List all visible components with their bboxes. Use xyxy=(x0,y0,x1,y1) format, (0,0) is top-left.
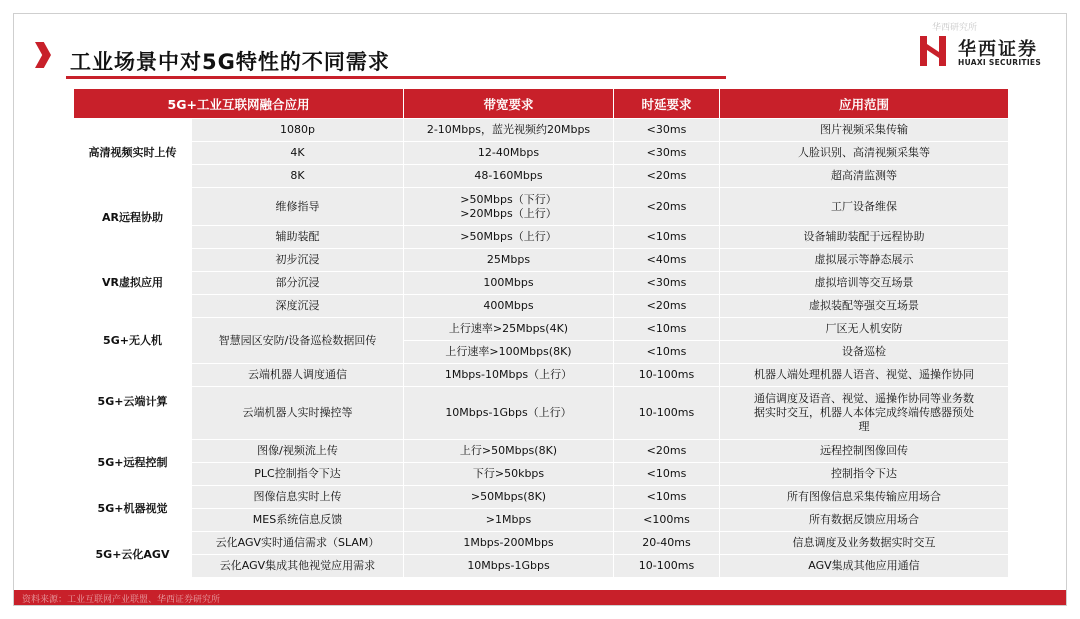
latency-cell: <10ms xyxy=(614,318,720,341)
latency-cell: <100ms xyxy=(614,509,720,532)
table-row xyxy=(74,440,1009,463)
table-row xyxy=(74,142,1009,165)
category-cell: 5G+机器视觉 xyxy=(74,486,192,532)
scope-cell: 所有图像信息采集传输应用场合 xyxy=(720,486,1009,509)
sub-cell: MES系统信息反馈 xyxy=(192,509,404,532)
sub-cell: 辅助装配 xyxy=(192,226,404,249)
table-row xyxy=(74,318,1009,341)
table-row xyxy=(74,295,1009,318)
category-cell: 高清视频实时上传 xyxy=(74,119,192,188)
table-row xyxy=(74,165,1009,188)
table-row xyxy=(74,463,1009,486)
bandwidth-cell: 48-160Mbps xyxy=(404,165,614,188)
bandwidth-cell: >50Mbps(8K) xyxy=(404,486,614,509)
scope-cell: 通信调度及语音、视觉、遥操作协同等业务数 据实时交互，机器人本体完成终端传感器预处 理 xyxy=(720,387,1009,440)
bandwidth-cell: 1Mbps-10Mbps（上行） xyxy=(404,364,614,387)
category-cell: 5G+远程控制 xyxy=(74,440,192,486)
bandwidth-cell: >1Mbps xyxy=(404,509,614,532)
title-underline xyxy=(66,76,726,79)
sub-cell: 维修指导 xyxy=(192,188,404,226)
scope-cell: 设备巡检 xyxy=(720,341,1009,364)
sub-cell: 云化AGV集成其他视觉应用需求 xyxy=(192,555,404,578)
category-cell: 5G+云化AGV xyxy=(74,532,192,578)
bandwidth-cell: 上行速率>25Mbps(4K) xyxy=(404,318,614,341)
latency-cell: <40ms xyxy=(614,249,720,272)
table-row xyxy=(74,555,1009,578)
table-row xyxy=(74,387,1009,440)
corner-faint-text: 华西研究所 xyxy=(932,23,978,33)
bandwidth-cell: 1Mbps-200Mbps xyxy=(404,532,614,555)
scope-cell: AGV集成其他应用通信 xyxy=(720,555,1009,578)
latency-cell: 10-100ms xyxy=(614,555,720,578)
latency-cell: <30ms xyxy=(614,272,720,295)
scope-cell: 机器人端处理机器人语音、视觉、遥操作协同 xyxy=(720,364,1009,387)
sub-cell: PLC控制指令下达 xyxy=(192,463,404,486)
latency-cell: <10ms xyxy=(614,226,720,249)
table-row xyxy=(74,486,1009,509)
sub-cell: 1080p xyxy=(192,119,404,142)
latency-cell: 10-100ms xyxy=(614,387,720,440)
latency-cell: 20-40ms xyxy=(614,532,720,555)
bandwidth-cell: 100Mbps xyxy=(404,272,614,295)
table-row xyxy=(74,119,1009,142)
bandwidth-cell: 12-40Mbps xyxy=(404,142,614,165)
bandwidth-cell: 10Mbps-1Gbps xyxy=(404,555,614,578)
table-row xyxy=(74,249,1009,272)
scope-cell: 人脸识别、高清视频采集等 xyxy=(720,142,1009,165)
latency-cell: <20ms xyxy=(614,188,720,226)
table-header-row xyxy=(74,89,1009,119)
sub-cell: 云端机器人实时操控等 xyxy=(192,387,404,440)
bandwidth-cell: 400Mbps xyxy=(404,295,614,318)
table-row xyxy=(74,532,1009,555)
sub-cell: 图像信息实时上传 xyxy=(192,486,404,509)
sub-cell: 图像/视频流上传 xyxy=(192,440,404,463)
sub-cell: 部分沉浸 xyxy=(192,272,404,295)
scope-cell: 信息调度及业务数据实时交互 xyxy=(720,532,1009,555)
bandwidth-cell: 25Mbps xyxy=(404,249,614,272)
bandwidth-cell: 10Mbps-1Gbps（上行） xyxy=(404,387,614,440)
table-row xyxy=(74,509,1009,532)
sub-cell: 4K xyxy=(192,142,404,165)
bandwidth-cell: >50Mbps（下行） >20Mbps（上行） xyxy=(404,188,614,226)
latency-cell: <30ms xyxy=(614,142,720,165)
latency-cell: <30ms xyxy=(614,119,720,142)
column-header: 5G+工业互联网融合应用 xyxy=(74,89,404,119)
scope-cell: 厂区无人机安防 xyxy=(720,318,1009,341)
bandwidth-cell: 上行>50Mbps(8K) xyxy=(404,440,614,463)
sub-cell: 云化AGV实时通信需求（SLAM） xyxy=(192,532,404,555)
scope-cell: 虚拟装配等强交互场景 xyxy=(720,295,1009,318)
source-note: 资料来源：工业互联网产业联盟、华西证券研究所 xyxy=(22,595,221,605)
sub-cell: 初步沉浸 xyxy=(192,249,404,272)
scope-cell: 超高清监测等 xyxy=(720,165,1009,188)
logo-text-cn: 华西证券 xyxy=(958,39,1038,60)
scope-cell: 设备辅助装配于远程协助 xyxy=(720,226,1009,249)
scope-cell: 远程控制图像回传 xyxy=(720,440,1009,463)
category-cell: 5G+云端计算 xyxy=(74,364,192,440)
latency-cell: <20ms xyxy=(614,165,720,188)
requirements-table xyxy=(73,88,1009,578)
scope-cell: 虚拟展示等静态展示 xyxy=(720,249,1009,272)
scope-cell: 图片视频采集传输 xyxy=(720,119,1009,142)
category-cell: VR虚拟应用 xyxy=(74,249,192,318)
sub-cell: 8K xyxy=(192,165,404,188)
huaxi-logo-icon xyxy=(918,34,948,68)
bandwidth-cell: 下行>50kbps xyxy=(404,463,614,486)
scope-cell: 虚拟培训等交互场景 xyxy=(720,272,1009,295)
column-header: 应用范围 xyxy=(720,89,1009,119)
bandwidth-cell: 上行速率>100Mbps(8K) xyxy=(404,341,614,364)
sub-cell: 智慧园区安防/设备巡检数据回传 xyxy=(192,318,404,364)
column-header: 时延要求 xyxy=(614,89,720,119)
column-header: 带宽要求 xyxy=(404,89,614,119)
table-row xyxy=(74,226,1009,249)
sub-cell: 云端机器人调度通信 xyxy=(192,364,404,387)
scope-cell: 工厂设备维保 xyxy=(720,188,1009,226)
latency-cell: <10ms xyxy=(614,463,720,486)
category-cell: 5G+无人机 xyxy=(74,318,192,364)
latency-cell: <20ms xyxy=(614,440,720,463)
bandwidth-cell: 2-10Mbps，蓝光视频约20Mbps xyxy=(404,119,614,142)
latency-cell: <10ms xyxy=(614,486,720,509)
latency-cell: <20ms xyxy=(614,295,720,318)
logo-text-en: HUAXI SECURITIES xyxy=(958,58,1042,67)
table-row xyxy=(74,188,1009,226)
sub-cell: 深度沉浸 xyxy=(192,295,404,318)
latency-cell: <10ms xyxy=(614,341,720,364)
scope-cell: 控制指令下达 xyxy=(720,463,1009,486)
category-cell: AR远程协助 xyxy=(74,188,192,249)
scope-cell: 所有数据反馈应用场合 xyxy=(720,509,1009,532)
latency-cell: 10-100ms xyxy=(614,364,720,387)
bandwidth-cell: >50Mbps（上行） xyxy=(404,226,614,249)
page-title: 工业场景中对5G特性的不同需求 xyxy=(70,50,390,74)
table-row xyxy=(74,364,1009,387)
table-row xyxy=(74,272,1009,295)
